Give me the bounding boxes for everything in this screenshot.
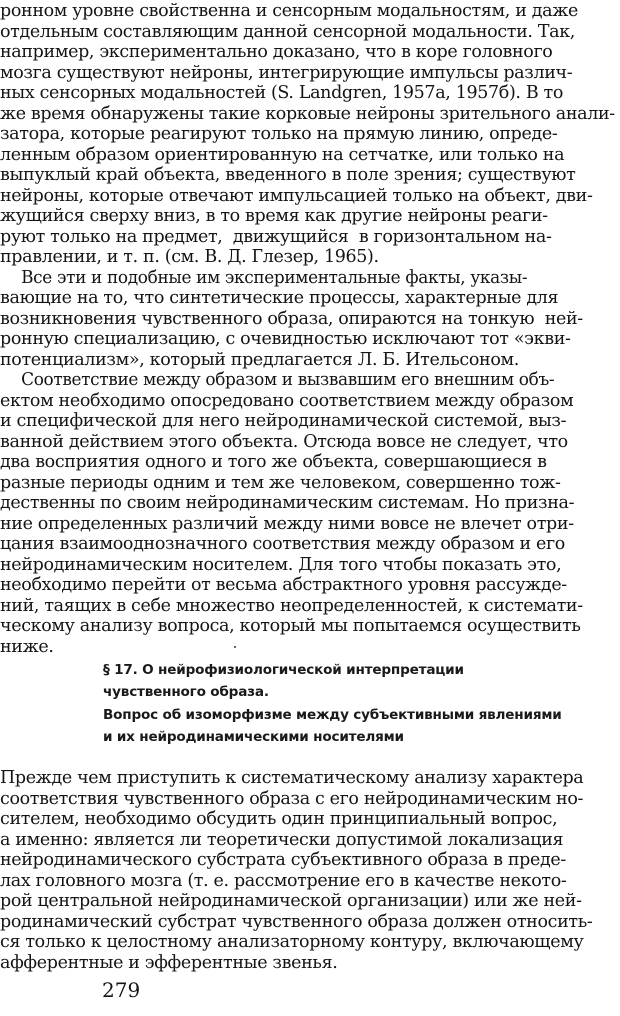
- text-line: ванной действием этого объекта. Отсюда вовсе не следует, что: [0, 431, 568, 452]
- text-line: ронном уровне свойственна и сенсорным модальностям, и даже: [0, 1, 578, 21]
- text-line: рой центральной нейродинамической организации) или же ней-: [0, 891, 582, 911]
- text-line: сителем, необходимо обсудить один принципиальный вопрос,: [0, 809, 558, 829]
- section-title-line: Вопрос об изоморфизме между субъективными явлениями: [103, 707, 562, 723]
- text-line: лах головного мозга (т. е. рассмотрение его в качестве некото-: [0, 870, 567, 891]
- text-line: дественны по своим нейродинамическим системам. Но призна-: [0, 493, 575, 513]
- text-line: же время обнаружены такие корковые нейроны зрительного анали-: [0, 103, 615, 124]
- text-line: афферентные и эфферентные звенья.: [0, 952, 338, 973]
- text-line: ектом необходимо опосредовано соответствием между образом: [0, 390, 574, 411]
- text-line: нейродинамическим носителем. Для того чтобы показать это,: [0, 554, 562, 575]
- text-line: Прежде чем приступить к систематическому анализу характера: [0, 768, 584, 788]
- text-line: и специфической для него нейродинамической системой, выз-: [0, 411, 567, 431]
- text-line: например, экспериментально доказано, что в коре головного: [0, 42, 553, 62]
- text-line: соответствия чувственного образа с его нейродинамическим но-: [0, 788, 584, 809]
- text-line: а именно: является ли теоретически допустимой локализация: [0, 829, 564, 850]
- text-line: правлении, и т. п. (см. В. Д. Глезер, 1965).: [0, 247, 379, 267]
- section-title-line: § 17. О нейрофизиологической интерпретации: [103, 662, 464, 678]
- text-line: мозга существуют нейроны, интегрирующие импульсы различ-: [0, 62, 573, 83]
- text-line: вающие на то, что синтетические процессы, характерные для: [0, 288, 559, 308]
- text-line: возникновения чувственного образа, опираются на тонкую ней-: [0, 308, 583, 329]
- text-line: руют только на предмет, движущийся в горизонтальном на-: [0, 226, 552, 247]
- text-line: ленным образом ориентированную на сетчатке, или только на: [0, 144, 565, 165]
- text-line: разные периоды одним и тем же человеком, совершенно тож-: [0, 472, 561, 493]
- text-line: ниже.: [0, 636, 54, 657]
- text-line: родинамический субстрат чувственного образа должен относить-: [0, 911, 593, 932]
- page-number: 279: [102, 978, 141, 1002]
- text-line: ся только к целостному анализаторному контуру, включающему: [0, 932, 584, 952]
- text-line: нейродинамического субстрата субъективного образа в преде-: [0, 850, 566, 870]
- text-line: Все эти и подобные им экспериментальные факты, указы-: [21, 267, 528, 288]
- section-title-line: чувственного образа.: [103, 684, 269, 700]
- text-line: два восприятия одного и того же объекта, совершающиеся в: [0, 452, 547, 472]
- section-title-line: и их нейродинамическими носителями: [103, 729, 404, 745]
- text-line: отдельным составляющим данной сенсорной модальности. Так,: [0, 21, 576, 42]
- text-line: ние определенных различий между ними вовсе не влечет отри-: [0, 513, 574, 534]
- print-speck: [234, 646, 236, 648]
- text-line: жущийся сверху вниз, в то время как другие нейроны реаги-: [0, 206, 548, 226]
- text-line: ронную специализацию, с очевидностью исключают тот «экви-: [0, 329, 571, 349]
- text-line: цания взаимооднозначного соответствия между образом и его: [0, 534, 565, 554]
- text-line: ных сенсорных модальностей (S. Landgren, 1957а, 1957б). В то: [0, 83, 564, 103]
- text-line: ческому анализу вопроса, который мы попытаемся осуществить: [0, 616, 581, 636]
- text-line: выпуклый край объекта, введенного в поле зрения; существуют: [0, 165, 576, 185]
- text-line: ний, таящих в себе множество неопределенностей, к системати-: [0, 595, 583, 616]
- text-line: затора, которые реагируют только на прямую линию, опреде-: [0, 124, 558, 144]
- text-line: Соответствие между образом и вызвавшим его внешним объ-: [21, 370, 555, 390]
- text-line: нейроны, которые отвечают импульсацией только на объект, дви-: [0, 185, 593, 206]
- text-line: потенциализм», который предлагается Л. Б. Ительсоном.: [0, 349, 519, 370]
- text-line: необходимо перейти от весьма абстрактного уровня рассужде-: [0, 575, 567, 595]
